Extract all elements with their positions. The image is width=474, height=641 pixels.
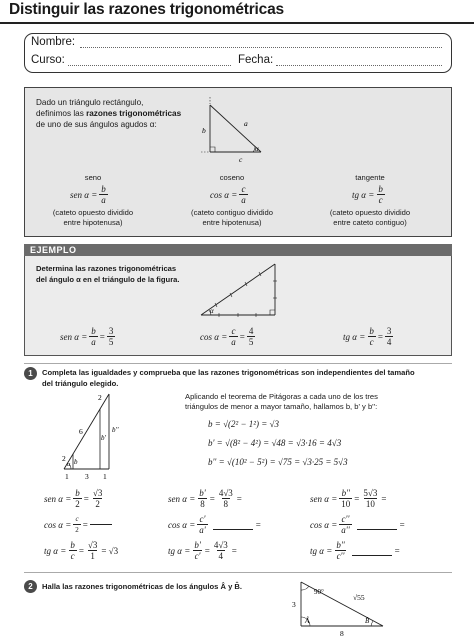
ex1-col2-sen: sen α = $\frac{b'}{8}$ = $\frac{4√3}{8}$ = [168, 488, 242, 509]
exercise-1-eq-b2: b'' = √(10² − 5²) = √75 = √3·25 = 5√3 [208, 457, 348, 467]
hypotenuse-a [210, 105, 261, 152]
page-title: Distinguir las razones trigonométricas [9, 1, 284, 18]
label-b: b [202, 126, 206, 135]
example-alpha-label: α [210, 307, 214, 315]
ex1-col1-cos: cos α = $\frac{c}{2}$ = [44, 514, 114, 535]
coseno-desc: (cateto contiguo dividido entre hipotenusa) [191, 208, 273, 227]
example-sen-result: sen α = $\frac{b}{a}$ = $\frac{3}{5}$ [60, 326, 114, 347]
course-label: Curso: [31, 54, 65, 66]
example-triangle-diagram [195, 258, 285, 320]
label-alpha: α [255, 145, 259, 153]
coseno-title: coseno [219, 173, 245, 182]
ex2-label-sqrt55: √55 [353, 593, 365, 602]
seno-desc: (cateto opuesto dividido entre hipotenusa) [52, 208, 134, 227]
ex1-label-b: b [74, 458, 78, 466]
exercise-1-prompt-1: Completa las igualdades y comprueba que las razones trigonométricas son independientes del tamaño [42, 368, 415, 377]
date-field[interactable] [276, 65, 442, 66]
example-prompt-1: Determina las razones trigonométricas [36, 264, 177, 273]
example-tg-result: tg α = $\frac{b}{c}$ = $\frac{3}{4}$ [343, 326, 392, 347]
ex1-col1-tg: tg α = $\frac{b}{c}$ = $\frac{√3}{1}$ = √3 [44, 540, 119, 561]
exercise-1-triangles-diagram [58, 390, 133, 482]
ex1-bottom-3: 3 [85, 472, 89, 481]
name-label: Nombre: [31, 36, 76, 48]
exercise-1-separator [24, 363, 452, 364]
ex1-col1-cos-answer[interactable] [90, 514, 112, 535]
right-angle-mark [210, 147, 215, 152]
ex1-col3-tg-blank[interactable] [352, 545, 392, 556]
ex1-col1-sen: sen α = $\frac{b}{2}$ = $\frac{√3}{2}$ [44, 488, 103, 509]
exercise-2-separator [24, 572, 452, 573]
exercise-1-text-1: Aplicando el teorema de Pitágoras a cada uno de los tres [185, 392, 378, 401]
example-header-bar [24, 244, 452, 256]
label-c: c [239, 155, 243, 164]
ex1-label-2: 2 [62, 454, 66, 463]
example-prompt-2: del ángulo α en el triángulo de la figura. [36, 275, 180, 284]
seno-formula: sen α = $\frac{b}{a}$ [70, 184, 106, 205]
ex1-col2-tg: tg α = $\frac{b'}{c'}$ = $\frac{4√3}{4}$ = [168, 540, 237, 561]
exercise-2-number: 2 [24, 580, 37, 593]
ex1-label-b1: b' [101, 434, 106, 442]
ex1-col2-cos: cos α = $\frac{c'}{a'}$ = [168, 514, 261, 535]
exercise-1-eq-b: b = √(2² − 1²) = √3 [208, 419, 279, 429]
ex2-angle-90: 90° [314, 588, 324, 596]
definition-intro-1: Dado un triángulo rectángulo, [36, 98, 144, 107]
ex1-label-b2: b'' [112, 426, 119, 434]
ex1-label-alpha: α [67, 462, 71, 468]
seno-title: seno [84, 173, 102, 182]
ex1-col3-cos-blank[interactable] [357, 519, 397, 530]
definition-intro-2: definimos las razones trigonométricas [36, 109, 182, 118]
name-field[interactable] [80, 47, 442, 48]
exercise-1-eq-b1: b' = √(8² − 4²) = √48 = √3·16 = 4√3 [208, 438, 342, 448]
exercise-1-text-2: triángulos de menor a mayor tamaño, hallamos b, b' y b'': [185, 402, 378, 411]
course-field[interactable] [68, 65, 231, 66]
ex1-col3-cos: cos α = $\frac{c''}{a''}$ = [310, 514, 405, 535]
exercise-1-number: 1 [24, 367, 37, 380]
tangente-desc: (cateto opuesto dividido entre cateto contiguo) [329, 208, 411, 227]
student-info-box [24, 33, 452, 73]
ex2-label-8: 8 [340, 629, 344, 638]
ex2-label-B: B̂ [365, 617, 370, 625]
title-rule [0, 22, 474, 24]
ex1-label-6: 6 [79, 427, 83, 436]
ex1-bottom-1b: 1 [103, 472, 107, 481]
coseno-formula: cos α = $\frac{c}{a}$ [210, 184, 246, 205]
definition-triangle-diagram [195, 95, 275, 167]
exercise-1-prompt-2: del triángulo elegido. [42, 379, 119, 388]
exercise-2-prompt: Halla las razones trigonométricas de los ángulos Â y B̂. [42, 582, 243, 591]
example-cos-result: cos α = $\frac{c}{a}$ = $\frac{4}{5}$ [200, 326, 254, 347]
ex1-col3-sen: sen α = $\frac{b''}{10}$ = $\frac{5√3}{10}$ = [310, 488, 387, 509]
example-label: EJEMPLO [30, 245, 77, 255]
label-a: a [244, 119, 248, 128]
date-label: Fecha: [238, 54, 274, 66]
ex1-hypotenuse [64, 394, 109, 469]
ex2-label-3: 3 [292, 600, 296, 609]
exercise-2-triangle-diagram [283, 576, 393, 639]
ex2-label-A: Â [305, 617, 310, 625]
tangente-formula: tg α = $\frac{b}{c}$ [352, 184, 383, 205]
ex1-col3-tg: tg α = $\frac{b''}{c''}$ = [310, 540, 400, 561]
ex1-label-2-top: 2 [98, 393, 102, 402]
ex1-bottom-1: 1 [65, 472, 69, 481]
ex1-col2-cos-blank[interactable] [213, 519, 253, 530]
definition-intro-3: de uno de sus ángulos agudos α: [36, 120, 157, 129]
tangente-title: tangente [355, 173, 385, 182]
